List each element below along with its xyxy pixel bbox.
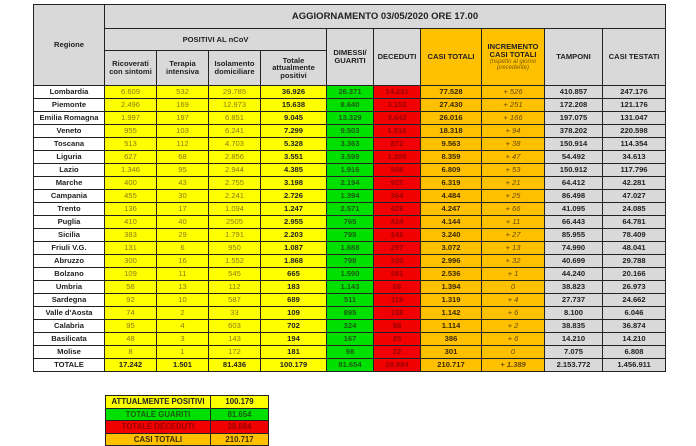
terapia-cell: 17 xyxy=(157,203,209,216)
table-row xyxy=(34,177,666,190)
table-row xyxy=(34,229,666,242)
casi-testati-cell: 36.874 xyxy=(603,320,666,333)
guariti-cell: 1.916 xyxy=(327,164,374,177)
casi-totali-cell: 27.430 xyxy=(421,99,482,112)
header-incremento-label: INCREMENTO CASI TOTALI xyxy=(487,41,539,59)
isolamento-cell: 2.241 xyxy=(209,190,261,203)
header-deceduti: DECEDUTI xyxy=(374,29,421,86)
table-row xyxy=(34,268,666,281)
casi-totali-cell: 4.247 xyxy=(421,203,482,216)
casi-testati-cell: 48.041 xyxy=(603,242,666,255)
totale-positivi-cell: 1.087 xyxy=(261,242,327,255)
deceduti-cell: 872 xyxy=(374,138,421,151)
totale-positivi-cell: 109 xyxy=(261,307,327,320)
tamponi-cell: 410.857 xyxy=(545,86,603,99)
region-name: Liguria xyxy=(34,151,105,164)
incremento-cell: + 6 xyxy=(482,307,545,320)
terapia-cell: 2 xyxy=(157,307,209,320)
casi-totali-cell: 9.563 xyxy=(421,138,482,151)
header-regione: Regione xyxy=(34,5,105,86)
region-name: Friuli V.G. xyxy=(34,242,105,255)
isolamento-cell: 1.552 xyxy=(209,255,261,268)
table-row xyxy=(34,281,666,294)
deceduti-cell: 88 xyxy=(374,320,421,333)
summary-value: 28.884 xyxy=(211,421,269,434)
incremento-cell: + 66 xyxy=(482,203,545,216)
ricoverati-cell: 410 xyxy=(105,216,157,229)
totale-positivi-cell: 3.551 xyxy=(261,151,327,164)
region-name: TOTALE xyxy=(34,359,105,372)
summary-row xyxy=(106,421,269,434)
casi-testati-cell: 29.788 xyxy=(603,255,666,268)
isolamento-cell: 587 xyxy=(209,294,261,307)
isolamento-cell: 112 xyxy=(209,281,261,294)
guariti-cell: 81.654 xyxy=(327,359,374,372)
casi-testati-cell: 114.354 xyxy=(603,138,666,151)
casi-totali-cell: 2.536 xyxy=(421,268,482,281)
incremento-cell: + 13 xyxy=(482,242,545,255)
totale-positivi-cell: 183 xyxy=(261,281,327,294)
isolamento-cell: 33 xyxy=(209,307,261,320)
deceduti-cell: 14.231 xyxy=(374,86,421,99)
casi-totali-cell: 2.996 xyxy=(421,255,482,268)
ricoverati-cell: 455 xyxy=(105,190,157,203)
table-row xyxy=(34,320,666,333)
ricoverati-cell: 1.997 xyxy=(105,112,157,125)
guariti-cell: 765 xyxy=(327,216,374,229)
ricoverati-cell: 383 xyxy=(105,229,157,242)
casi-totali-cell: 1.394 xyxy=(421,281,482,294)
region-name: Lombardia xyxy=(34,86,105,99)
header-casi-testati: CASI TESTATI xyxy=(603,29,666,86)
deceduti-cell: 242 xyxy=(374,229,421,242)
terapia-cell: 103 xyxy=(157,125,209,138)
region-name: Valle d'Aosta xyxy=(34,307,105,320)
isolamento-cell: 6.241 xyxy=(209,125,261,138)
deceduti-cell: 508 xyxy=(374,164,421,177)
isolamento-cell: 172 xyxy=(209,346,261,359)
tamponi-cell: 66.443 xyxy=(545,216,603,229)
incremento-cell: + 526 xyxy=(482,86,545,99)
guariti-cell: 3.599 xyxy=(327,151,374,164)
deceduti-cell: 927 xyxy=(374,177,421,190)
casi-testati-cell: 6.808 xyxy=(603,346,666,359)
casi-totali-cell: 18.318 xyxy=(421,125,482,138)
deceduti-cell: 138 xyxy=(374,307,421,320)
guariti-cell: 1.143 xyxy=(327,281,374,294)
terapia-cell: 13 xyxy=(157,281,209,294)
terapia-cell: 169 xyxy=(157,99,209,112)
table-row xyxy=(34,86,666,99)
deceduti-cell: 429 xyxy=(374,203,421,216)
ricoverati-cell: 58 xyxy=(105,281,157,294)
guariti-cell: 798 xyxy=(327,255,374,268)
isolamento-cell: 950 xyxy=(209,242,261,255)
summary-table xyxy=(105,395,269,446)
tamponi-cell: 44.240 xyxy=(545,268,603,281)
casi-totali-cell: 210.717 xyxy=(421,359,482,372)
incremento-cell: + 38 xyxy=(482,138,545,151)
incremento-cell: + 32 xyxy=(482,255,545,268)
table-row xyxy=(34,346,666,359)
deceduti-cell: 25 xyxy=(374,333,421,346)
incremento-cell: + 1.389 xyxy=(482,359,545,372)
casi-totali-cell: 1.319 xyxy=(421,294,482,307)
terapia-cell: 6 xyxy=(157,242,209,255)
casi-testati-cell: 117.796 xyxy=(603,164,666,177)
ricoverati-cell: 955 xyxy=(105,125,157,138)
casi-totali-cell: 1.114 xyxy=(421,320,482,333)
totale-positivi-cell: 702 xyxy=(261,320,327,333)
guariti-cell: 1.394 xyxy=(327,190,374,203)
isolamento-cell: 6.851 xyxy=(209,112,261,125)
incremento-cell: + 11 xyxy=(482,216,545,229)
guariti-cell: 1.590 xyxy=(327,268,374,281)
tamponi-cell: 38.823 xyxy=(545,281,603,294)
ricoverati-cell: 74 xyxy=(105,307,157,320)
casi-totali-cell: 386 xyxy=(421,333,482,346)
header-totale-positivi: Totale attualmente positivi xyxy=(261,51,327,86)
ricoverati-cell: 92 xyxy=(105,294,157,307)
table-row xyxy=(34,99,666,112)
incremento-cell: + 4 xyxy=(482,294,545,307)
region-name: Lazio xyxy=(34,164,105,177)
region-name: Basilicata xyxy=(34,333,105,346)
deceduti-cell: 330 xyxy=(374,255,421,268)
ricoverati-cell: 513 xyxy=(105,138,157,151)
summary-value: 81.654 xyxy=(211,408,269,421)
tamponi-cell: 378.202 xyxy=(545,125,603,138)
incremento-cell: + 53 xyxy=(482,164,545,177)
isolamento-cell: 29.785 xyxy=(209,86,261,99)
guariti-cell: 511 xyxy=(327,294,374,307)
incremento-cell: + 27 xyxy=(482,229,545,242)
deceduti-cell: 3.152 xyxy=(374,99,421,112)
guariti-cell: 9.503 xyxy=(327,125,374,138)
isolamento-cell: 2.944 xyxy=(209,164,261,177)
totale-positivi-cell: 1.868 xyxy=(261,255,327,268)
tamponi-cell: 27.737 xyxy=(545,294,603,307)
header-ricoverati: Ricoverati con sintomi xyxy=(105,51,157,86)
summary-row xyxy=(106,396,269,409)
casi-totali-cell: 8.359 xyxy=(421,151,482,164)
deceduti-cell: 297 xyxy=(374,242,421,255)
summary-row xyxy=(106,408,269,421)
deceduti-cell: 22 xyxy=(374,346,421,359)
totals-row xyxy=(34,359,666,372)
tamponi-cell: 172.208 xyxy=(545,99,603,112)
casi-testati-cell: 14.210 xyxy=(603,333,666,346)
totale-positivi-cell: 7.299 xyxy=(261,125,327,138)
table-row xyxy=(34,294,666,307)
casi-testati-cell: 131.047 xyxy=(603,112,666,125)
totale-positivi-cell: 665 xyxy=(261,268,327,281)
header-isolamento: Isolamento domiciliare xyxy=(209,51,261,86)
isolamento-cell: 81.436 xyxy=(209,359,261,372)
tamponi-cell: 54.492 xyxy=(545,151,603,164)
terapia-cell: 112 xyxy=(157,138,209,151)
incremento-cell: 0 xyxy=(482,281,545,294)
isolamento-cell: 12.973 xyxy=(209,99,261,112)
totale-positivi-cell: 1.247 xyxy=(261,203,327,216)
isolamento-cell: 143 xyxy=(209,333,261,346)
ricoverati-cell: 1.346 xyxy=(105,164,157,177)
terapia-cell: 532 xyxy=(157,86,209,99)
tamponi-cell: 150.912 xyxy=(545,164,603,177)
isolamento-cell: 2505 xyxy=(209,216,261,229)
header-terapia: Terapia intensiva xyxy=(157,51,209,86)
incremento-cell: + 47 xyxy=(482,151,545,164)
ricoverati-cell: 6.609 xyxy=(105,86,157,99)
guariti-cell: 26.371 xyxy=(327,86,374,99)
casi-totali-cell: 77.528 xyxy=(421,86,482,99)
totale-positivi-cell: 100.179 xyxy=(261,359,327,372)
guariti-cell: 98 xyxy=(327,346,374,359)
totale-positivi-cell: 36.926 xyxy=(261,86,327,99)
casi-totali-cell: 4.144 xyxy=(421,216,482,229)
terapia-cell: 10 xyxy=(157,294,209,307)
header-casi-totali: CASI TOTALI xyxy=(421,29,482,86)
region-name: Bolzano xyxy=(34,268,105,281)
terapia-cell: 30 xyxy=(157,190,209,203)
casi-totali-cell: 3.240 xyxy=(421,229,482,242)
deceduti-cell: 3.642 xyxy=(374,112,421,125)
region-name: Umbria xyxy=(34,281,105,294)
casi-testati-cell: 34.613 xyxy=(603,151,666,164)
casi-testati-cell: 20.166 xyxy=(603,268,666,281)
incremento-cell: + 1 xyxy=(482,268,545,281)
region-name: Piemonte xyxy=(34,99,105,112)
incremento-cell: + 21 xyxy=(482,177,545,190)
totale-positivi-cell: 15.638 xyxy=(261,99,327,112)
region-name: Calabria xyxy=(34,320,105,333)
guariti-cell: 2.571 xyxy=(327,203,374,216)
table-row xyxy=(34,307,666,320)
region-name: Molise xyxy=(34,346,105,359)
casi-totali-cell: 26.016 xyxy=(421,112,482,125)
isolamento-cell: 4.703 xyxy=(209,138,261,151)
table-row xyxy=(34,151,666,164)
totale-positivi-cell: 3.198 xyxy=(261,177,327,190)
totale-positivi-cell: 4.385 xyxy=(261,164,327,177)
incremento-cell: + 251 xyxy=(482,99,545,112)
casi-testati-cell: 47.027 xyxy=(603,190,666,203)
header-positivi-group: POSITIVI AL nCoV xyxy=(105,29,327,51)
casi-testati-cell: 42.281 xyxy=(603,177,666,190)
totale-positivi-cell: 2.726 xyxy=(261,190,327,203)
table-row xyxy=(34,190,666,203)
terapia-cell: 29 xyxy=(157,229,209,242)
casi-testati-cell: 121.176 xyxy=(603,99,666,112)
casi-testati-cell: 78.409 xyxy=(603,229,666,242)
deceduti-cell: 364 xyxy=(374,190,421,203)
incremento-cell: + 94 xyxy=(482,125,545,138)
casi-testati-cell: 220.598 xyxy=(603,125,666,138)
totale-positivi-cell: 194 xyxy=(261,333,327,346)
summary-value: 100.179 xyxy=(211,396,269,409)
casi-testati-cell: 64.781 xyxy=(603,216,666,229)
casi-totali-cell: 4.484 xyxy=(421,190,482,203)
isolamento-cell: 2.755 xyxy=(209,177,261,190)
region-name: Veneto xyxy=(34,125,105,138)
region-name: Puglia xyxy=(34,216,105,229)
tamponi-cell: 14.210 xyxy=(545,333,603,346)
guariti-cell: 8.640 xyxy=(327,99,374,112)
region-name: Marche xyxy=(34,177,105,190)
tamponi-cell: 197.075 xyxy=(545,112,603,125)
terapia-cell: 40 xyxy=(157,216,209,229)
region-name: Sicilia xyxy=(34,229,105,242)
guariti-cell: 3.363 xyxy=(327,138,374,151)
incremento-cell: + 166 xyxy=(482,112,545,125)
casi-totali-cell: 6.319 xyxy=(421,177,482,190)
guariti-cell: 2.194 xyxy=(327,177,374,190)
ricoverati-cell: 8 xyxy=(105,346,157,359)
region-name: Toscana xyxy=(34,138,105,151)
summary-label: CASI TOTALI xyxy=(106,433,211,446)
terapia-cell: 95 xyxy=(157,164,209,177)
tamponi-cell: 7.075 xyxy=(545,346,603,359)
guariti-cell: 13.329 xyxy=(327,112,374,125)
terapia-cell: 197 xyxy=(157,112,209,125)
tamponi-cell: 64.412 xyxy=(545,177,603,190)
guariti-cell: 324 xyxy=(327,320,374,333)
incremento-cell: + 25 xyxy=(482,190,545,203)
table-row xyxy=(34,333,666,346)
table-body xyxy=(34,86,666,372)
deceduti-cell: 424 xyxy=(374,216,421,229)
ricoverati-cell: 627 xyxy=(105,151,157,164)
ricoverati-cell: 131 xyxy=(105,242,157,255)
terapia-cell: 1 xyxy=(157,346,209,359)
table-row xyxy=(34,242,666,255)
region-name: Emilia Romagna xyxy=(34,112,105,125)
ricoverati-cell: 300 xyxy=(105,255,157,268)
header-dimessi: DIMESSI/ GUARITI xyxy=(327,29,374,86)
summary-label: ATTUALMENTE POSITIVI xyxy=(106,396,211,409)
tamponi-cell: 38.835 xyxy=(545,320,603,333)
header-incremento-note: (rispetto al giorno precedente) xyxy=(489,59,537,72)
casi-testati-cell: 1.456.911 xyxy=(603,359,666,372)
deceduti-cell: 28.884 xyxy=(374,359,421,372)
tamponi-cell: 85.955 xyxy=(545,229,603,242)
table-row xyxy=(34,138,666,151)
casi-totali-cell: 3.072 xyxy=(421,242,482,255)
ricoverati-cell: 136 xyxy=(105,203,157,216)
table-row xyxy=(34,164,666,177)
totale-positivi-cell: 5.328 xyxy=(261,138,327,151)
isolamento-cell: 545 xyxy=(209,268,261,281)
totale-positivi-cell: 2.955 xyxy=(261,216,327,229)
casi-testati-cell: 26.973 xyxy=(603,281,666,294)
terapia-cell: 11 xyxy=(157,268,209,281)
isolamento-cell: 1.791 xyxy=(209,229,261,242)
deceduti-cell: 1.209 xyxy=(374,151,421,164)
ricoverati-cell: 95 xyxy=(105,320,157,333)
isolamento-cell: 603 xyxy=(209,320,261,333)
summary-value: 210.717 xyxy=(211,433,269,446)
table-row xyxy=(34,216,666,229)
isolamento-cell: 2.856 xyxy=(209,151,261,164)
region-name: Campania xyxy=(34,190,105,203)
ricoverati-cell: 2.496 xyxy=(105,99,157,112)
table-row xyxy=(34,112,666,125)
terapia-cell: 4 xyxy=(157,320,209,333)
casi-testati-cell: 6.046 xyxy=(603,307,666,320)
tamponi-cell: 41.095 xyxy=(545,203,603,216)
ricoverati-cell: 400 xyxy=(105,177,157,190)
terapia-cell: 1.501 xyxy=(157,359,209,372)
terapia-cell: 43 xyxy=(157,177,209,190)
guariti-cell: 167 xyxy=(327,333,374,346)
casi-totali-cell: 1.142 xyxy=(421,307,482,320)
tamponi-cell: 150.914 xyxy=(545,138,603,151)
region-name: Trento xyxy=(34,203,105,216)
guariti-cell: 795 xyxy=(327,229,374,242)
summary-label: TOTALE GUARITI xyxy=(106,408,211,421)
casi-testati-cell: 24.662 xyxy=(603,294,666,307)
deceduti-cell: 119 xyxy=(374,294,421,307)
regional-covid-table xyxy=(33,4,666,372)
guariti-cell: 1.688 xyxy=(327,242,374,255)
guariti-cell: 895 xyxy=(327,307,374,320)
terapia-cell: 16 xyxy=(157,255,209,268)
summary-label: TOTALE DECEDUTI xyxy=(106,421,211,434)
terapia-cell: 3 xyxy=(157,333,209,346)
table-row xyxy=(34,203,666,216)
totale-positivi-cell: 689 xyxy=(261,294,327,307)
incremento-cell: + 2 xyxy=(482,320,545,333)
deceduti-cell: 281 xyxy=(374,268,421,281)
tamponi-cell: 74.990 xyxy=(545,242,603,255)
ricoverati-cell: 109 xyxy=(105,268,157,281)
table-row xyxy=(34,125,666,138)
region-name: Sardegna xyxy=(34,294,105,307)
update-title: AGGIORNAMENTO 03/05/2020 ORE 17.00 xyxy=(105,5,666,29)
incremento-cell: 0 xyxy=(482,346,545,359)
deceduti-cell: 68 xyxy=(374,281,421,294)
table-row xyxy=(34,255,666,268)
tamponi-cell: 86.498 xyxy=(545,190,603,203)
totale-positivi-cell: 2.203 xyxy=(261,229,327,242)
tamponi-cell: 40.699 xyxy=(545,255,603,268)
casi-testati-cell: 247.176 xyxy=(603,86,666,99)
tamponi-cell: 8.100 xyxy=(545,307,603,320)
casi-totali-cell: 301 xyxy=(421,346,482,359)
deceduti-cell: 1.516 xyxy=(374,125,421,138)
incremento-cell: + 6 xyxy=(482,333,545,346)
casi-testati-cell: 24.085 xyxy=(603,203,666,216)
header-incremento xyxy=(482,29,545,86)
header-tamponi: TAMPONI xyxy=(545,29,603,86)
ricoverati-cell: 48 xyxy=(105,333,157,346)
casi-totali-cell: 6.809 xyxy=(421,164,482,177)
tamponi-cell: 2.153.772 xyxy=(545,359,603,372)
region-name: Abruzzo xyxy=(34,255,105,268)
terapia-cell: 68 xyxy=(157,151,209,164)
ricoverati-cell: 17.242 xyxy=(105,359,157,372)
totale-positivi-cell: 181 xyxy=(261,346,327,359)
isolamento-cell: 1.094 xyxy=(209,203,261,216)
summary-row xyxy=(106,433,269,446)
totale-positivi-cell: 9.045 xyxy=(261,112,327,125)
